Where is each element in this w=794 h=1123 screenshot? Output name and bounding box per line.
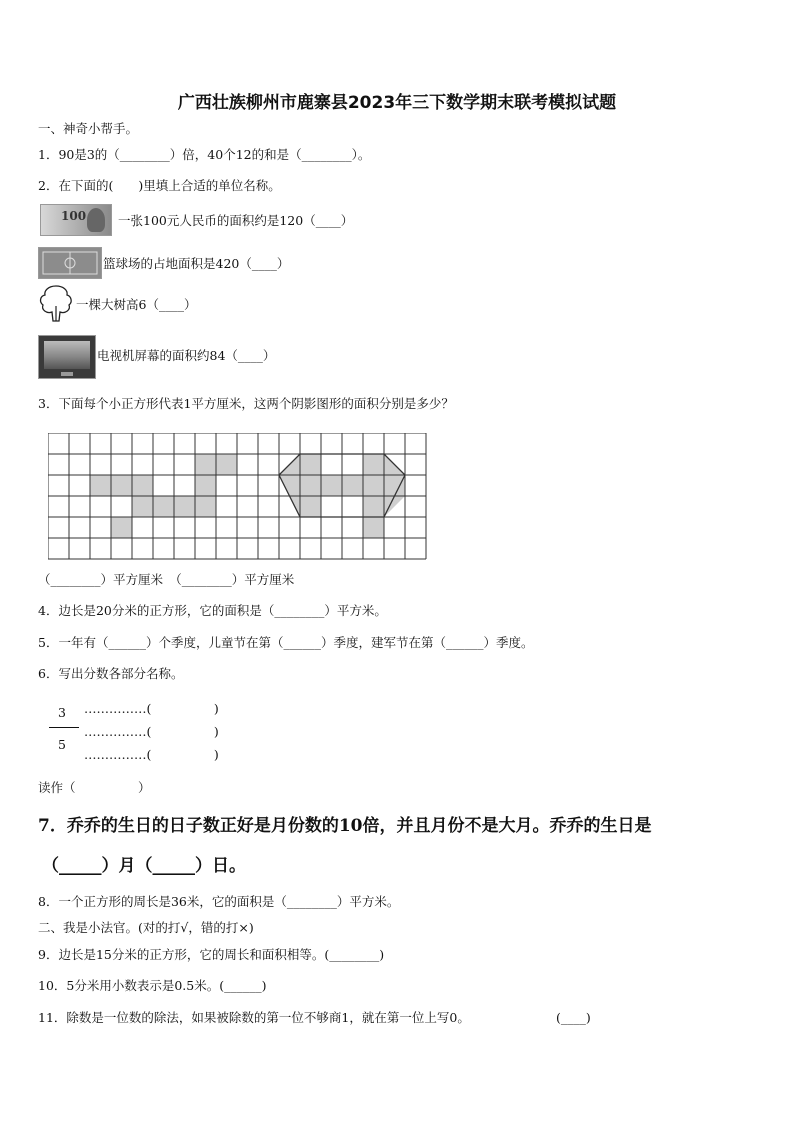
tree-icon: [38, 284, 74, 324]
fraction-label-line-1: ……………( ): [84, 701, 219, 716]
question-2-tree: 一棵大树高6（____）: [76, 297, 197, 312]
fraction-label-line-3: ……………( ): [84, 747, 219, 762]
tv-image: [38, 335, 96, 379]
banknote-image: [40, 204, 112, 236]
question-10: 10．5分米用小数表示是0.5米。(______): [38, 978, 267, 993]
fraction-label-line-2: ……………( ): [84, 724, 219, 739]
question-6-read: 读作（ ）: [38, 780, 151, 795]
question-2-money: 一张100元人民币的面积约是120（____）: [118, 213, 354, 228]
question-4: 4．边长是20分米的正方形，它的面积是（________）平方米。: [38, 603, 387, 618]
question-2-tv: 电视机屏幕的面积约84（____）: [97, 348, 276, 363]
question-6: 6．写出分数各部分名称。: [38, 666, 184, 681]
question-7-line-1: 7．乔乔的生日的日子数正好是月份数的10倍，并且月份不是大月。乔乔的生日是: [38, 816, 652, 836]
banknote-denomination: 100: [61, 209, 87, 223]
question-7-line-2: （_____）月（_____）日。: [42, 856, 246, 876]
question-3-answer: （________）平方厘米 （________）平方厘米: [38, 572, 295, 587]
fraction-numerator: 3: [58, 705, 66, 720]
section-1-heading: 一、神奇小帮手。: [38, 121, 139, 136]
question-5: 5．一年有（______）个季度，儿童节在第（______）季度，建军节在第（______）季度。: [38, 635, 534, 650]
fraction-denominator: 5: [58, 737, 66, 752]
portrait-icon: [87, 208, 105, 232]
area-grid-figure: [48, 433, 428, 561]
question-2: 2．在下面的( )里填上合适的单位名称。: [38, 178, 281, 193]
basketball-court-image: [38, 247, 102, 279]
question-11: 11．除数是一位数的除法，如果被除数的第一位不够商1，就在第一位上写0。: [38, 1010, 470, 1025]
question-8: 8．一个正方形的周长是36米，它的面积是（________）平方米。: [38, 894, 400, 909]
fraction-bar: [49, 727, 79, 728]
grid-lines: [48, 433, 426, 559]
question-2-court: 篮球场的占地面积是420（____）: [103, 256, 290, 271]
question-1: 1．90是3的（________）倍，40个12的和是（________）。: [38, 147, 371, 162]
section-2-heading: 二、我是小法官。(对的打√，错的打×): [38, 920, 254, 935]
question-3: 3．下面每个小正方形代表1平方厘米，这两个阴影图形的面积分别是多少？: [38, 396, 454, 411]
question-9: 9．边长是15分米的正方形，它的周长和面积相等。(________): [38, 947, 385, 962]
question-11-blank: (____): [556, 1010, 591, 1025]
page-title: 广西壮族柳州市鹿寨县2023年三下数学期末联考模拟试题: [177, 93, 617, 113]
